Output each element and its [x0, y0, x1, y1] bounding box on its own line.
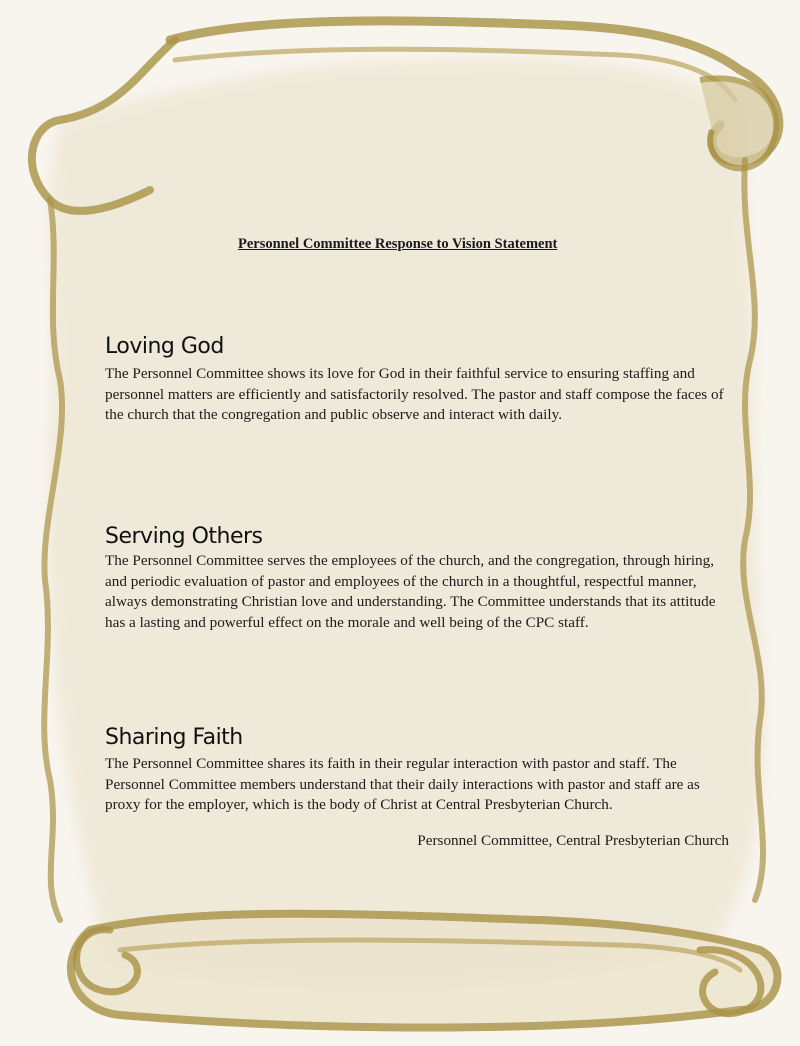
section-heading-serving-others: Serving Others: [105, 524, 263, 549]
section-body-loving-god: The Personnel Committee shows its love for God in their faithful service to ensuring staffing and personnel matters are efficiently and satisfactorily resolved. The pastor and staff compose the faces of the church that the congregation and public observe and interact with daily.: [105, 365, 724, 423]
section-heading-sharing-faith: Sharing Faith: [105, 725, 243, 750]
signature-line: Personnel Committee, Central Presbyterian Church: [417, 832, 729, 849]
section-heading-loving-god: Loving God: [105, 334, 224, 359]
section-body-sharing-faith: The Personnel Committee shares its faith in their regular interaction with pastor and staff. The Personnel Committee members understand that their daily interactions with pastor and staff are as proxy for the employer, which is the body of Christ at Central Presbyterian Church.: [105, 755, 700, 813]
document-title: Personnel Committee Response to Vision Statement: [238, 236, 558, 252]
section-body-serving-others: The Personnel Committee serves the employees of the church, and the congregation, through hiring, and periodic evaluation of pastor and employees of the church in a thoughtful, respectful manner, always demonstrating Christian love and understanding. The Committee understands that its attitude has a lasting and powerful effect on the morale and well being of the CPC staff.: [105, 552, 716, 631]
